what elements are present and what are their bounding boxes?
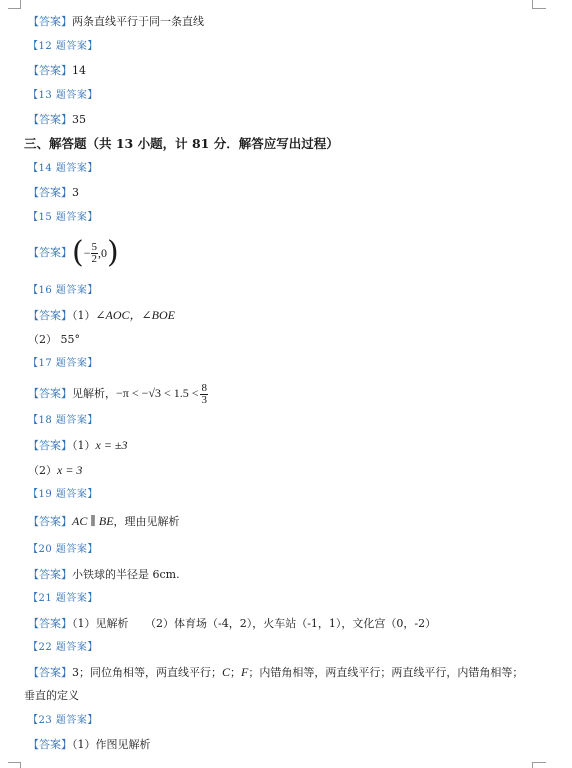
q23-answer-text: （1）作图见解析 (72, 738, 151, 751)
crop-mark-top-right-h (532, 8, 546, 9)
q14-answer-text: 3 (72, 186, 79, 199)
q18-math1: x = ±3 (95, 438, 128, 452)
q12-answer-line (28, 64, 86, 78)
q20-answer-line (28, 568, 180, 582)
q16-answer-line (28, 308, 175, 323)
q23-answer-line (28, 738, 151, 752)
q19-answer-line (28, 514, 180, 529)
answer-tag: 【答案】 (28, 387, 72, 400)
crop-mark-bottom-left-v (20, 762, 21, 768)
q21-answer-text: （1）见解析 （2）体育场（-4，2），火车站（-1，1），文化宫（0，-2） (72, 617, 437, 630)
q22-text-b: ；内错角相等，两直线平行；两直线平行，内错角相等； (248, 666, 524, 679)
crop-mark-top-left-h (8, 8, 21, 9)
answer-tag: 【答案】 (28, 515, 72, 528)
answer-tag: 【答案】 (28, 64, 72, 77)
q17-answer-line (28, 378, 208, 408)
q11-answer-line (28, 15, 204, 29)
q22-text-a: 3；同位角相等，两直线平行； (72, 666, 222, 679)
q13-answer-line (28, 113, 86, 127)
q15-header: 【15 题答案】 (28, 212, 98, 223)
q15-denominator: 2 (91, 252, 97, 265)
answer-tag: 【答案】 (28, 666, 72, 679)
crop-mark-bottom-right-v (532, 762, 533, 768)
q17-fraction (200, 383, 208, 406)
q16-part1-label: （1） (72, 309, 96, 322)
q22-letter-c: C (222, 665, 231, 679)
q17-header: 【17 题答案】 (28, 358, 98, 369)
q23-header: 【23 题答案】 (28, 715, 98, 726)
q22-sep: ； (230, 666, 242, 679)
q14-header: 【14 题答案】 (28, 163, 98, 174)
q18-part2-line (28, 463, 82, 478)
q17-inequality: −π < −√3 < 1.5 < (116, 386, 199, 400)
q17-text: 见解析， (72, 387, 116, 400)
answer-tag: 【答案】 (28, 246, 72, 259)
q18-part2-label: （2） (28, 464, 57, 477)
q16-angles: ∠AOC，∠BOE (95, 308, 175, 322)
answer-tag: 【答案】 (28, 568, 72, 581)
q15-answer-line (28, 236, 119, 270)
q15-coordinate (72, 236, 119, 270)
q22-header: 【22 题答案】 (28, 642, 98, 653)
q18-header: 【18 题答案】 (28, 415, 98, 426)
q19-math: AC ∥ BE (72, 514, 114, 528)
q13-answer-text: 35 (72, 113, 86, 126)
left-paren: ( (72, 235, 84, 270)
q13-header: 【13 题答案】 (28, 90, 98, 101)
crop-mark-bottom-right-h (532, 762, 546, 763)
q12-answer-text: 14 (72, 64, 86, 77)
q18-answer-line (28, 438, 128, 453)
q21-answer-line (28, 617, 436, 631)
q22-line2: 垂直的定义 (24, 689, 79, 702)
q11-answer-text: 两条直线平行于同一条直线 (72, 15, 204, 28)
answer-tag: 【答案】 (28, 309, 72, 322)
q20-header: 【20 题答案】 (28, 544, 98, 555)
q17-denominator: 3 (201, 393, 207, 406)
q15-fraction (91, 242, 99, 265)
q16-part2: （2） 55° (28, 333, 80, 346)
q21-header: 【21 题答案】 (28, 593, 98, 604)
answer-tag: 【答案】 (28, 738, 72, 751)
answer-tag: 【答案】 (28, 15, 72, 28)
q17-numerator: 8 (201, 381, 207, 394)
q19-text: ，理由见解析 (113, 515, 180, 528)
q15-numerator: 5 (91, 240, 97, 253)
answer-tag: 【答案】 (28, 617, 72, 630)
q19-header: 【19 题答案】 (28, 489, 98, 500)
q12-header: 【12 题答案】 (28, 41, 98, 52)
answer-tag: 【答案】 (28, 186, 72, 199)
q18-part1-label: （1） (72, 439, 96, 452)
q18-math2: x = 3 (57, 463, 83, 477)
crop-mark-top-left-v (20, 0, 21, 8)
q15-rest: ,0 (98, 246, 107, 260)
right-paren: ) (107, 235, 119, 270)
q22-answer-line (28, 665, 523, 680)
answer-tag: 【答案】 (28, 439, 72, 452)
section-title: 三、解答题（共 13 小题，计 81 分．解答应写出过程） (24, 136, 339, 151)
q20-answer-text: 小铁球的半径是 6cm. (72, 568, 180, 581)
q14-answer-line (28, 186, 79, 200)
q15-minus: − (83, 246, 91, 260)
q22-letter-f: F (241, 665, 249, 679)
answer-tag: 【答案】 (28, 113, 72, 126)
q16-header: 【16 题答案】 (28, 285, 98, 296)
crop-mark-top-right-v (532, 0, 533, 8)
